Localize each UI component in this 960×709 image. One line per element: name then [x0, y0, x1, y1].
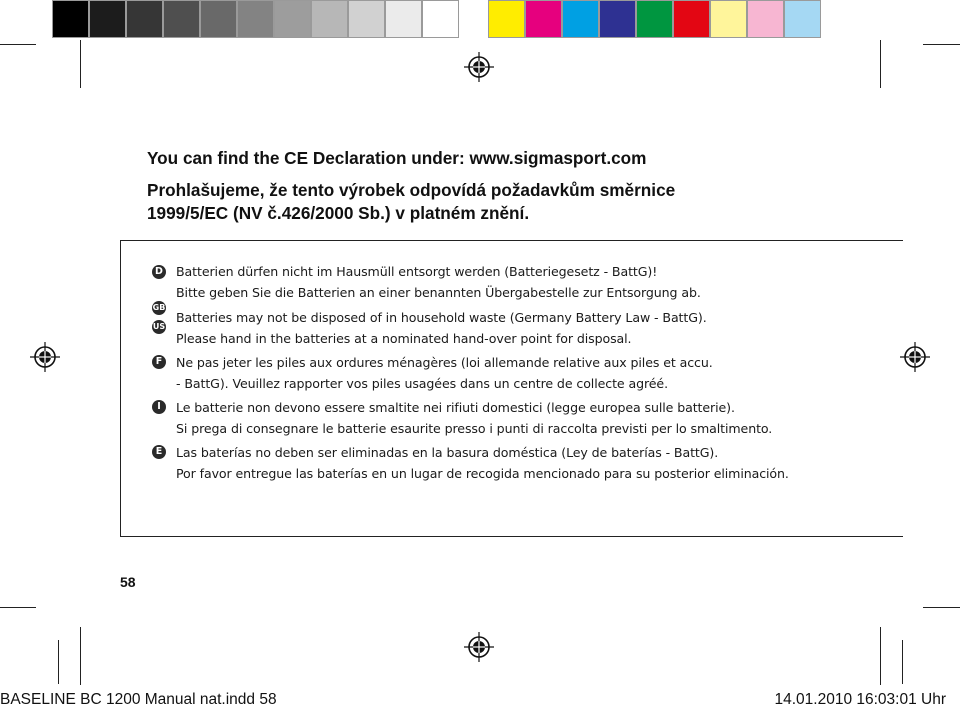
- language-badge-gb: GB: [152, 301, 166, 315]
- czech-declaration-line: 1999/5/EC (NV č.426/2000 Sb.) v platném znění.: [147, 203, 530, 223]
- language-badge-es: E: [152, 445, 166, 459]
- color-swatch: [311, 0, 348, 38]
- color-swatch: [710, 0, 747, 38]
- crop-mark: [0, 607, 36, 608]
- battery-text-fr: Ne pas jeter les piles aux ordures ménagères (loi allemande relative aux piles et accu.: [176, 355, 713, 370]
- battery-text-es: Por favor entregue las baterías en un lugar de recogida mencionado para su posterior eliminación.: [176, 466, 789, 481]
- battery-text-it: Le batterie non devono essere smaltite nei rifiuti domestici (legge europea sulle batterie).: [176, 400, 735, 415]
- crop-mark: [923, 607, 960, 608]
- battery-text-de: Bitte geben Sie die Batterien an einer benannten Übergabestelle zur Entsorgung ab.: [176, 285, 701, 300]
- color-swatch: [52, 0, 89, 38]
- color-swatch: [126, 0, 163, 38]
- language-badge-fr: F: [152, 355, 166, 369]
- battery-text-en: Please hand in the batteries at a nominated hand-over point for disposal.: [176, 331, 632, 346]
- color-swatch: [525, 0, 562, 38]
- language-badge-de: D: [152, 265, 166, 279]
- color-swatch: [348, 0, 385, 38]
- crop-mark: [58, 640, 59, 684]
- color-swatch: [385, 0, 422, 38]
- registration-mark-icon: [30, 342, 60, 372]
- footer-timestamp: 14.01.2010 16:03:01 Uhr: [774, 691, 946, 708]
- color-swatch: [636, 0, 673, 38]
- battery-text-fr: - BattG). Veuillez rapporter vos piles usagées dans un centre de collecte agréé.: [176, 376, 668, 391]
- grayscale-colorbar: [52, 0, 459, 40]
- color-swatch: [237, 0, 274, 38]
- color-swatch: [200, 0, 237, 38]
- crop-mark: [880, 627, 881, 685]
- crop-mark: [880, 40, 881, 88]
- crop-mark: [0, 44, 36, 45]
- page-number: 58: [120, 574, 136, 590]
- battery-text-es: Las baterías no deben ser eliminadas en la basura doméstica (Ley de baterías - BattG).: [176, 445, 719, 460]
- color-swatch: [163, 0, 200, 38]
- color-swatch: [274, 0, 311, 38]
- registration-mark-icon: [464, 632, 494, 662]
- crop-mark: [80, 40, 81, 88]
- czech-declaration-line: Prohlašujeme, že tento výrobek odpovídá požadavkům směrnice: [147, 180, 676, 200]
- color-swatch: [89, 0, 126, 38]
- language-badge-us: US: [152, 320, 166, 334]
- color-swatch: [422, 0, 459, 38]
- color-swatch: [599, 0, 636, 38]
- color-swatch: [488, 0, 525, 38]
- crop-mark: [80, 627, 81, 685]
- crop-mark: [902, 640, 903, 684]
- crop-mark: [923, 44, 960, 45]
- footer-filename: BASELINE BC 1200 Manual nat.indd 58: [0, 691, 277, 708]
- registration-mark-icon: [464, 52, 494, 82]
- registration-mark-icon: [900, 342, 930, 372]
- battery-text-en: Batteries may not be disposed of in household waste (Germany Battery Law - BattG).: [176, 310, 707, 325]
- color-swatch: [673, 0, 710, 38]
- cmyk-colorbar: [488, 0, 821, 40]
- battery-text-de: Batterien dürfen nicht im Hausmüll entsorgt werden (Batteriegesetz - BattG)!: [176, 264, 658, 279]
- battery-text-it: Si prega di consegnare le batterie esaurite presso i punti di raccolta previsti per lo smaltimento.: [176, 421, 773, 436]
- color-swatch: [562, 0, 599, 38]
- color-swatch: [747, 0, 784, 38]
- ce-declaration-line: You can find the CE Declaration under: www.sigmasport.com: [147, 148, 647, 168]
- language-badge-it: I: [152, 400, 166, 414]
- color-swatch: [784, 0, 821, 38]
